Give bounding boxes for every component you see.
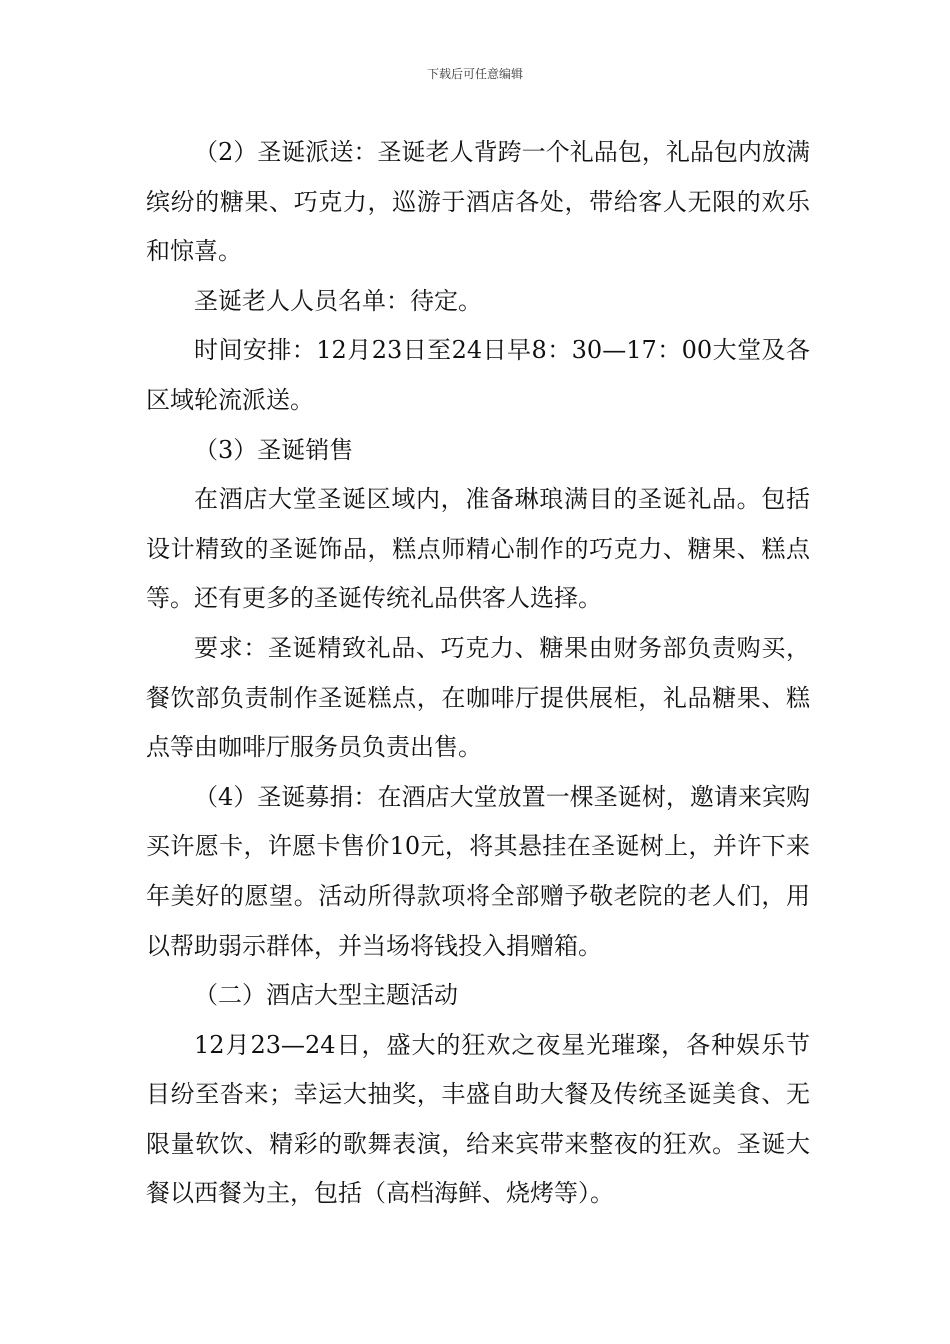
paragraph-main-event: 12月23—24日，盛大的狂欢之夜星光璀璨，各种娱乐节目纷至沓来；幸运大抽奖，丰盛自助大餐及传统圣诞美食、无限量软饮、精彩的歌舞表演，给来宾带来整夜的狂欢。圣诞大餐以西餐为主，包括（高档海鲜、烧烤等）。: [146, 1030, 810, 1208]
paragraph-requirements: 要求：圣诞精致礼品、巧克力、糖果由财务部负责购买，餐饮部负责制作圣诞糕点，在咖啡厅提供展柜，礼品糖果、糕点等由咖啡厅服务员负责出售。: [146, 633, 810, 762]
paragraph-christmas-sales-heading: （3）圣诞销售: [194, 435, 354, 464]
paragraph-christmas-donation: （4）圣诞募捐：在酒店大堂放置一棵圣诞树，邀请来宾购买许愿卡，许愿卡售价10元，将其悬挂在圣诞树上，并许下来年美好的愿望。活动所得款项将全部赠予敬老院的老人们，用以帮助弱示群体，并当场将钱投入捐赠箱。: [146, 782, 810, 960]
paragraph-schedule: 时间安排：12月23日至24日早8：30—17：00大堂及各区域轮流派送。: [146, 336, 810, 414]
paragraph-santa-delivery: （2）圣诞派送：圣诞老人背跨一个礼品包，礼品包内放满缤纷的糖果、巧克力，巡游于酒店各处，带给客人无限的欢乐和惊喜。: [146, 138, 810, 266]
paragraph-main-event-heading: （二）酒店大型主题活动: [194, 981, 458, 1010]
page-header-note: 下载后可任意编辑: [426, 67, 523, 81]
document-body: [146, 128, 810, 1219]
paragraph-santa-staff-list: 圣诞老人人员名单：待定。: [194, 286, 482, 315]
paragraph-christmas-sales: 在酒店大堂圣诞区域内，准备琳琅满目的圣诞礼品。包括设计精致的圣诞饰品，糕点师精心制作的巧克力、糖果、糕点等。还有更多的圣诞传统礼品供客人选择。: [146, 485, 810, 613]
